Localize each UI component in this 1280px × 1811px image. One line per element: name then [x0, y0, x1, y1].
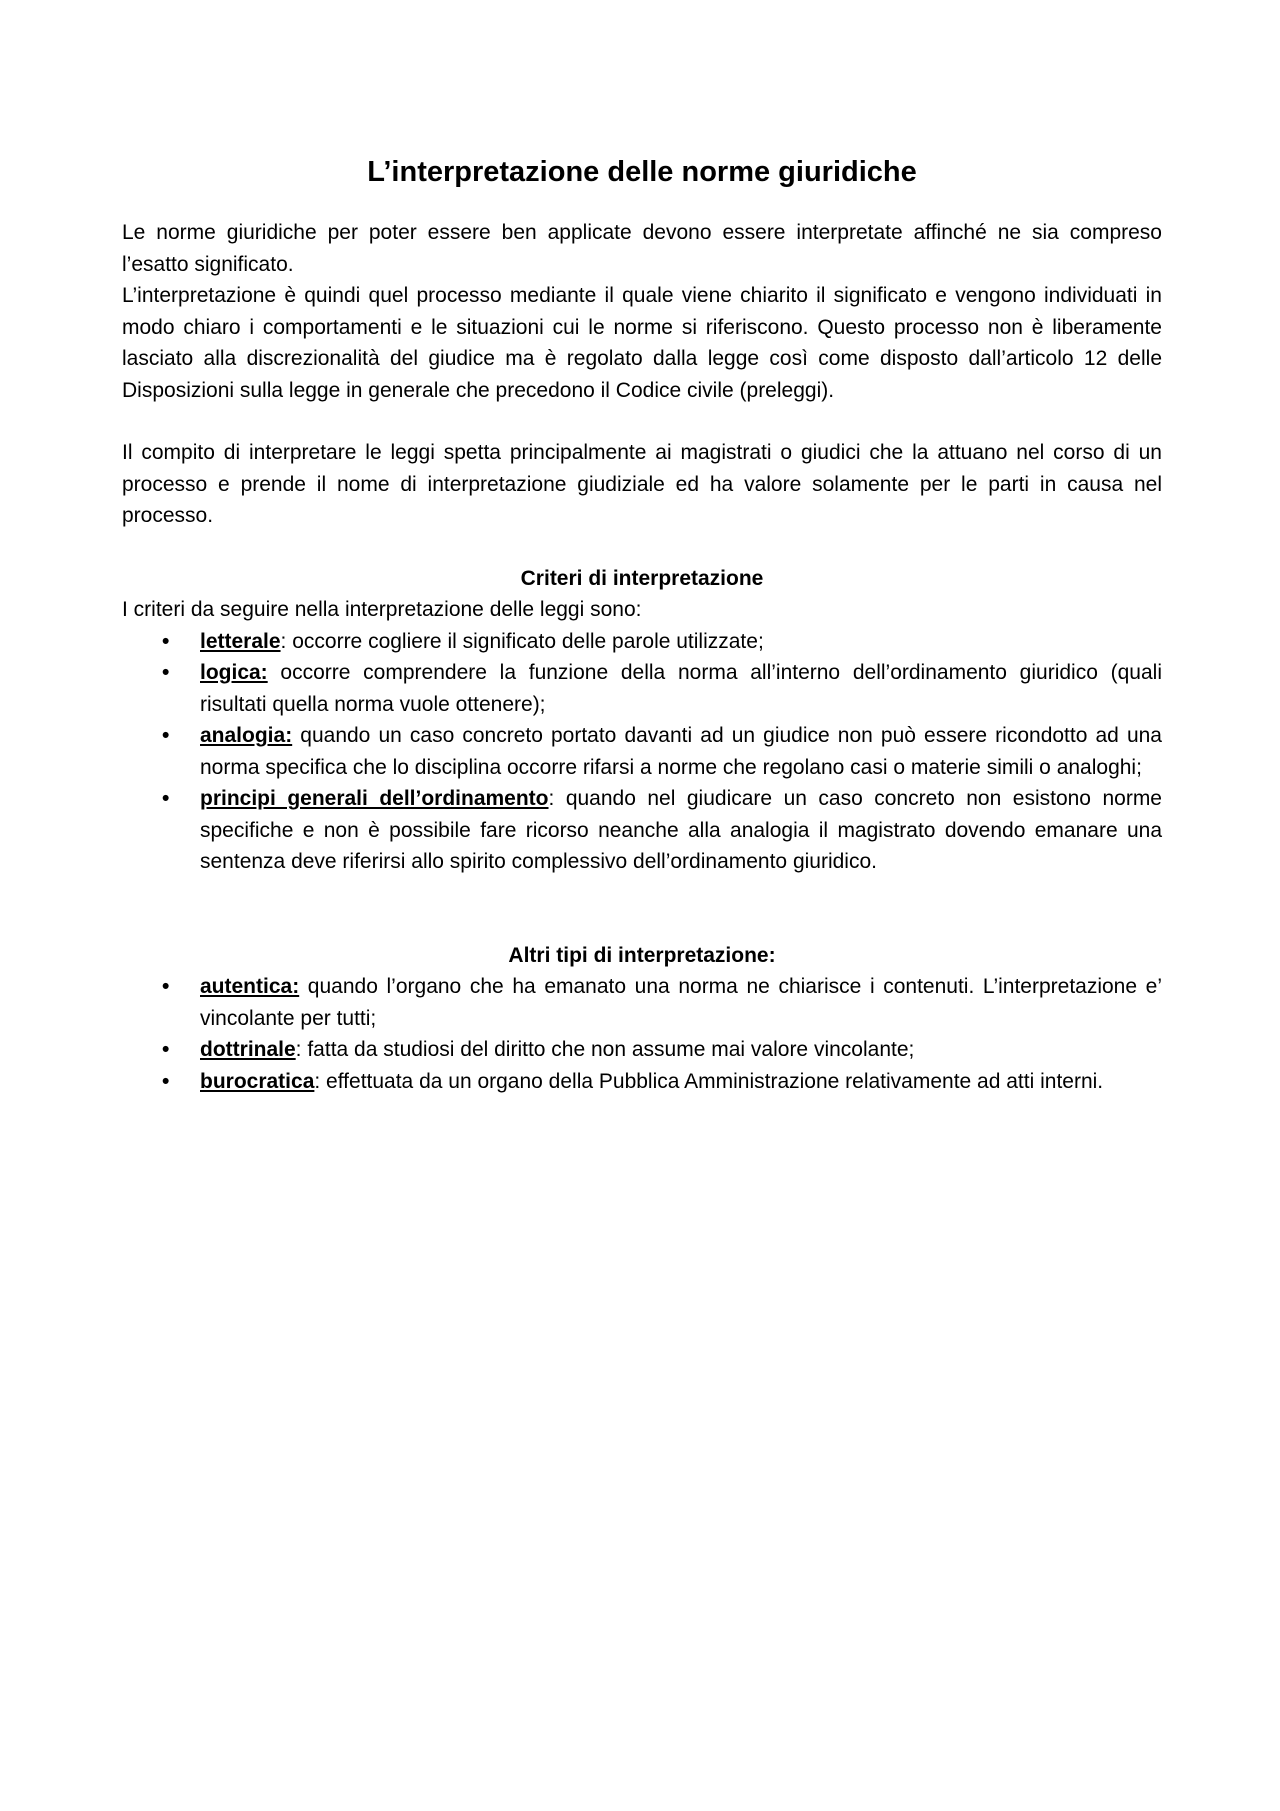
- altri-list: [122, 971, 1162, 1097]
- spacer: [122, 406, 1162, 437]
- bullet-icon: •: [162, 661, 170, 684]
- list-item-term: logica:: [200, 661, 268, 684]
- paragraph-intro: Le norme giuridiche per poter essere ben applicate devono essere interpretate affinché ne sia compreso l’esatto significato.: [122, 221, 1162, 276]
- list-item-term: letterale: [200, 629, 281, 653]
- spacer: [122, 878, 1162, 940]
- list-item-term: burocratica: [200, 1069, 315, 1093]
- list-item-text: : fatta da studiosi del diritto che non assume mai valore vincolante;: [295, 1038, 915, 1061]
- list-item-text: : occorre cogliere il significato delle parole utilizzate;: [280, 629, 764, 653]
- section-heading-criteri: Criteri di interpretazione: [520, 566, 764, 590]
- list-item-term: analogia:: [200, 724, 293, 747]
- bullet-icon: •: [162, 724, 170, 747]
- list-item-term: dottrinale: [200, 1038, 296, 1061]
- list-item: [122, 1034, 1162, 1066]
- list-item: [122, 720, 1162, 783]
- spacer: [122, 532, 1162, 563]
- bullet-icon: •: [162, 629, 170, 653]
- criteri-list: [122, 626, 1162, 878]
- section-heading-altri: Altri tipi di interpretazione:: [508, 943, 776, 967]
- bullet-icon: •: [162, 787, 170, 810]
- list-item: [122, 971, 1162, 1034]
- list-item: [122, 626, 1162, 658]
- paragraph-definition: L’interpretazione è quindi quel processo mediante il quale viene chiarito il significato e vengono individuati in modo chiaro i comportamenti e le situazioni cui le norme si riferiscono. Questo processo non è liberamente lasciato alla discrezionalità del giudice ma è regolato dalla legge così come disposto dall’articolo 12 delle Disposizioni sulla legge in generale che precedono il Codice civile (preleggi).: [122, 284, 1162, 402]
- list-item: [122, 657, 1162, 720]
- criteri-intro: I criteri da seguire nella interpretazione delle leggi sono:: [122, 598, 642, 621]
- list-item-text: occorre comprendere la funzione della norma all’interno dell’ordinamento giuridico (quali risultati quella norma vuole ottenere);: [200, 661, 1162, 716]
- bullet-icon: •: [162, 975, 170, 998]
- list-item-text: : quando nel giudicare un caso concreto non esistono norme specifiche e non è possibile fare ricorso neanche alla analogia il magistrato dovendo emanare una sentenza deve riferirsi allo spirito complessivo dell’ordinamento giuridico.: [200, 787, 1162, 873]
- list-item: [122, 1066, 1162, 1098]
- list-item-text: quando l’organo che ha emanato una norma ne chiarisce i contenuti. L’interpretazione e’ vincolante per tutti;: [200, 975, 1162, 1030]
- list-item: [122, 783, 1162, 878]
- paragraph-judicial: Il compito di interpretare le leggi spetta principalmente ai magistrati o giudici che la attuano nel corso di un processo e prende il nome di interpretazione giudiziale ed ha valore solamente per le parti in causa nel processo.: [122, 441, 1162, 527]
- bullet-icon: •: [162, 1069, 170, 1093]
- document-body: [122, 152, 1162, 1097]
- document-title: L’interpretazione delle norme giuridiche: [367, 156, 917, 188]
- list-item-term: autentica:: [200, 975, 300, 998]
- list-item-text: quando un caso concreto portato davanti ad un giudice non può essere ricondotto ad una norma specifica che lo disciplina occorre rifarsi a norme che regolano casi o materie simili o analoghi;: [200, 724, 1162, 779]
- list-item-text: : effettuata da un organo della Pubblica Amministrazione relativamente ad atti interni.: [314, 1069, 1104, 1093]
- bullet-icon: •: [162, 1038, 170, 1061]
- list-item-term: principi generali dell’ordinamento: [200, 787, 549, 810]
